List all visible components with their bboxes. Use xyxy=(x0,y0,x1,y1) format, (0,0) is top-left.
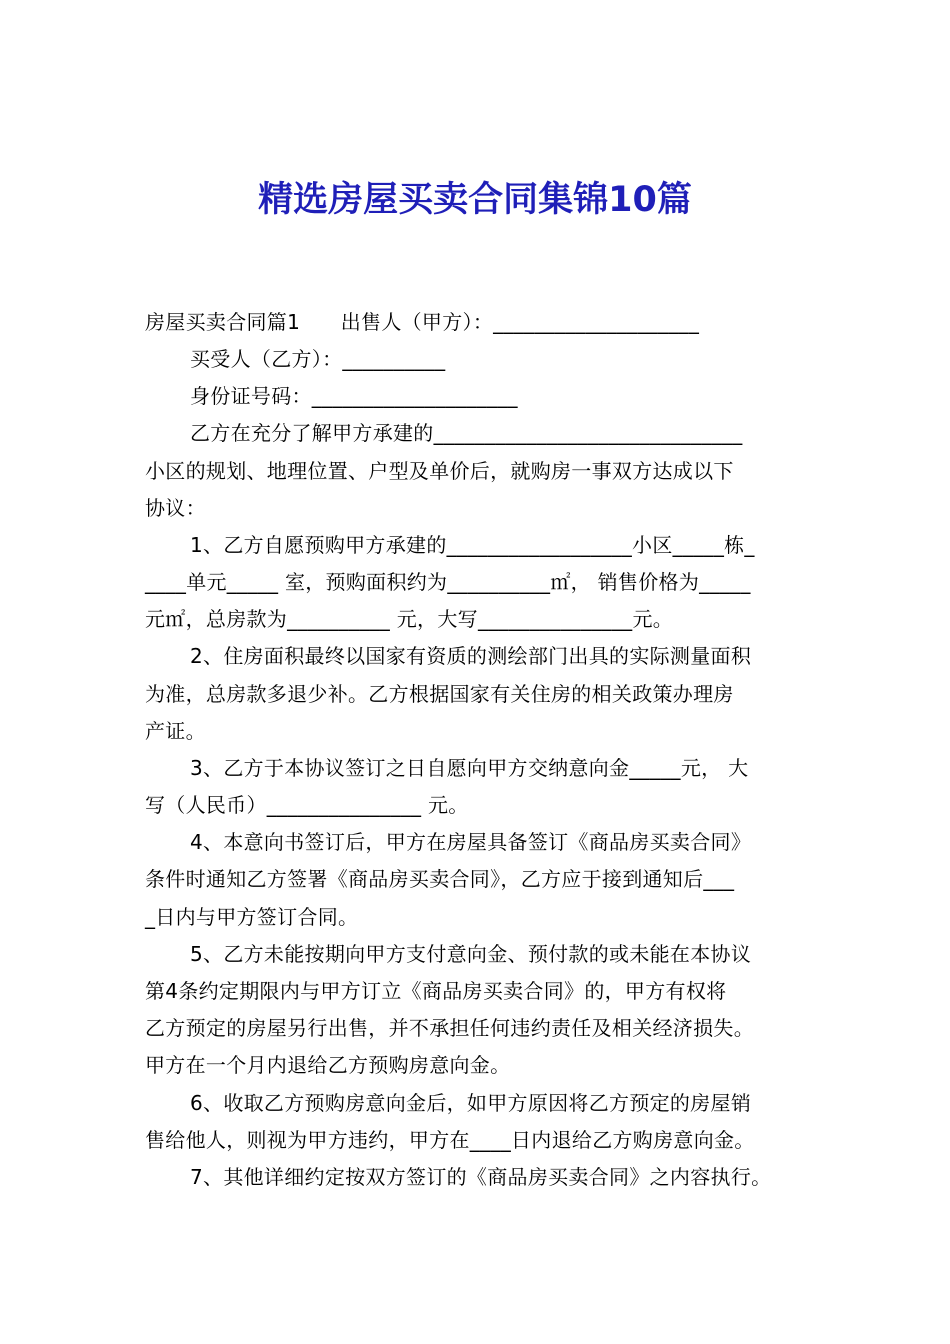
text-line: 乙方在充分了解甲方承建的______________________________ xyxy=(190,421,743,445)
text-line: 6、收取乙方预购房意向金后，如甲方原因将乙方预定的房屋销 xyxy=(190,1091,752,1115)
text-line: _日内与甲方签订合同。 xyxy=(145,905,359,929)
text-line: 甲方在一个月内退给乙方预购房意向金。 xyxy=(145,1053,511,1077)
text-line: 5、乙方未能按期向甲方支付意向金、预付款的或未能在本协议 xyxy=(190,942,752,966)
text-line: 4、本意向书签订后，甲方在房屋具备签订《商品房买卖合同》 xyxy=(190,830,752,854)
text-line: ____单元_____ 室，预购面积约为__________㎡， 销售价格为_____ xyxy=(145,570,751,594)
text-line: 第4条约定期限内与甲方订立《商品房买卖合同》的，甲方有权将 xyxy=(145,979,727,1003)
text-line: 产证。 xyxy=(145,719,206,743)
text-line: 房屋买卖合同篇1 出售人（甲方）：____________________ xyxy=(145,310,700,334)
text-line: 7、其他详细约定按双方签订的《商品房买卖合同》之内容执行。 xyxy=(190,1165,772,1189)
text-line: 1、乙方自愿预购甲方承建的__________________小区_____栋_ xyxy=(190,533,755,557)
text-line: 2、住房面积最终以国家有资质的测绘部门出具的实际测量面积 xyxy=(190,644,752,668)
text-line: 身份证号码：____________________ xyxy=(190,384,518,408)
text-line: 售给他人，则视为甲方违约，甲方在____日内退给乙方购房意向金。 xyxy=(145,1128,755,1152)
text-line: 为准，总房款多退少补。乙方根据国家有关住房的相关政策办理房 xyxy=(145,682,734,706)
text-line: 协议： xyxy=(145,496,206,520)
text-line: 乙方预定的房屋另行出售，并不承担任何违约责任及相关经济损失。 xyxy=(145,1016,754,1040)
text-line: 3、乙方于本协议签订之日自愿向甲方交纳意向金_____元， 大 xyxy=(190,756,749,780)
text-line: 买受人（乙方）：__________ xyxy=(190,347,446,371)
text-line: 小区的规划、地理位置、户型及单价后，就购房一事双方达成以下 xyxy=(145,459,734,483)
text-line: 条件时通知乙方签署《商品房买卖合同》，乙方应于接到通知后___ xyxy=(145,867,735,891)
document-title: 精选房屋买卖合同集锦10篇 xyxy=(258,180,692,220)
text-line: 元㎡，总房款为__________ 元，大写_______________元。 xyxy=(145,607,674,631)
text-line: 写（人民币）_______________ 元。 xyxy=(145,793,469,817)
